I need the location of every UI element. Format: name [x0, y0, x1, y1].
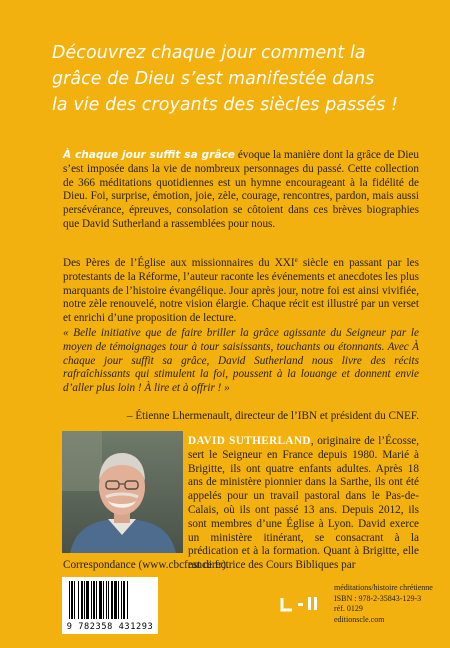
author-bio — [188, 435, 419, 573]
headline-line-1: Découvrez chaque jour comment la — [52, 43, 366, 63]
intro-text: évoque la manière dont la grâce de Dieu s’est imposée dans la vie de nombreux personnages du passé. Cette collection de 366 méditations quotidiennes est un hymne encourageant à la fidélité de Dieu. Foi, surprise, émotion, joie, zèle, courage, rencontres, pardon, mais aussi persévérance, épreuves, consolation se côtoient dans ces brèves biographies que David Sutherland a rassemblées pour nous. — [63, 149, 419, 230]
intro-paragraph — [63, 149, 419, 232]
history-text-start: Des Pères de l’Église aux missionnaires du XXI — [63, 257, 295, 269]
history-paragraph — [63, 257, 419, 326]
century-superscript: e — [294, 256, 298, 264]
cle-logo-icon — [278, 592, 322, 616]
headline — [52, 40, 432, 118]
headline-line-3: la vie des croyants des siècles passés ! — [52, 95, 399, 115]
publisher-site[interactable]: editionscle.com — [334, 614, 385, 624]
author-photo — [62, 431, 183, 553]
book-metadata — [334, 583, 433, 625]
author-bio-text: , originaire de l’Écosse, sert le Seigneur en France depuis 1980. Marié à Brigitte, ils ont quatre enfants adultes. Après 18 ans de ministère pionnier dans la Sarthe, ils ont été appelés pour un travail pastoral dans le Pas-de-Calais, où ils ont passé 13 ans. Depuis 2012, ils sont membres d’une Église à Lyon. David exerce un ministère itinérant, se consacrant à la prédication et à la formation. Quant à Brigitte, elle est directrice des Cours Bibliques par — [188, 435, 419, 572]
endorsement-quote: « Belle initiative que de faire briller la grâce agissante du Seigneur par le moyen de témoignages tour à tour saisissants, touchants ou étonnants. Avec À chaque jour suffit sa grâce, David Sutherland nous livre des récits rafraîchissants qui stimulent la foi, poussent à la louange et donnent envie d’aller plus loin ! À lire et à offrir ! » — [63, 327, 419, 395]
barcode-number: 9 782358 431293 — [66, 622, 154, 632]
book-category: méditations/histoire chrétienne — [334, 583, 433, 592]
history-text-end: siècle en passant par les protestants de la Réforme, l’auteur raconte les événements et anecdotes les plus marquants de l’histoire évangélique. Jour après jour, notre foi est ainsi vivifiée, notre zèle renouvelé, notre vision élargie. Chaque récit est illustré par un verset et enrichi d’une proposition de lecture. — [63, 257, 420, 325]
author-name: DAVID SUTHERLAND — [188, 435, 311, 447]
barcode-bars — [67, 581, 153, 621]
headline-line-2: grâce de Dieu s’est manifestée dans — [52, 69, 375, 89]
author-bio-tail: Correspondance (www.cbcfrance.fr). — [63, 559, 229, 571]
endorsement-source: – Étienne Lhermenault, directeur de l’IBN et président du CNEF. — [126, 410, 419, 422]
book-isbn: ISBN : 978-2-35843-129-3 — [334, 593, 422, 603]
book-ref: réf. 0129 — [334, 604, 363, 614]
book-title: À chaque jour suffit sa grâce — [63, 149, 235, 161]
barcode — [62, 577, 158, 634]
